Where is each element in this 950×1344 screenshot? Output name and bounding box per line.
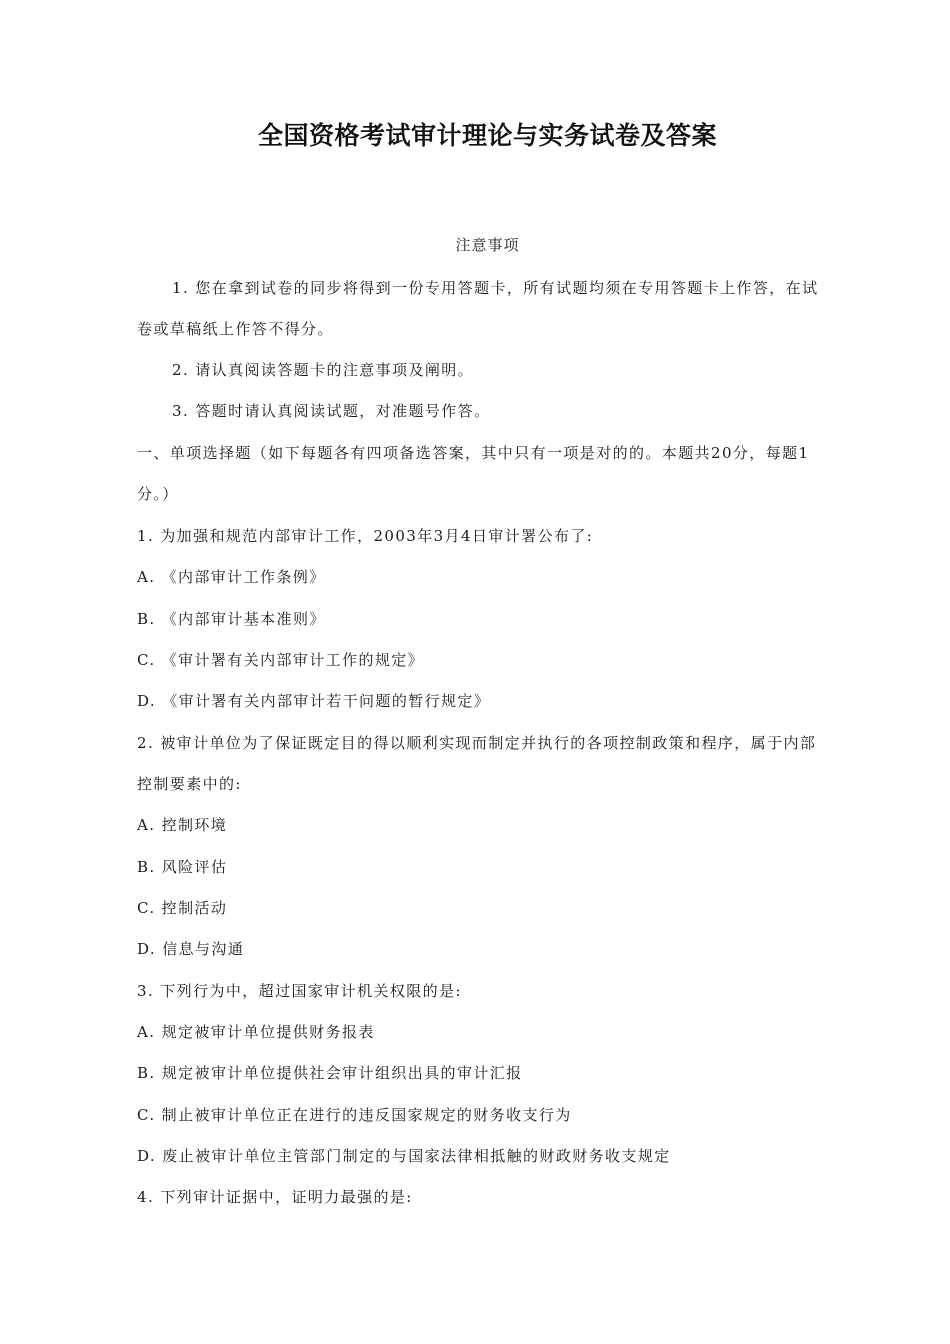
notice-item-1: 1. 您在拿到试卷的同步将得到一份专用答题卡，所有试题均须在专用答题卡上作答，在试 [172, 279, 819, 297]
question-2-option-b: B. 风险评估 [137, 858, 228, 876]
document-title: 全国资格考试审计理论与实务试卷及答案 [257, 121, 717, 150]
question-2-option-a: A. 控制环境 [137, 816, 228, 834]
question-2-option-c: C. 控制活动 [137, 899, 228, 917]
question-1-option-a: A. 《内部审计工作条例》 [137, 568, 326, 586]
question-1-option-c: C. 《审计署有关内部审计工作的规定》 [137, 651, 425, 669]
question-3-stem: 3. 下列行为中，超过国家审计机关权限的是: [137, 982, 462, 1000]
question-1-option-d: D. 《审计署有关内部审计若干问题的暂行规定》 [137, 692, 491, 710]
question-2-option-d: D. 信息与沟通 [137, 940, 245, 958]
notice-item-3: 3. 答题时请认真阅读试题，对准题号作答。 [172, 402, 491, 420]
question-1-option-b: B. 《内部审计基本准则》 [137, 610, 326, 628]
question-1-stem: 1. 为加强和规范内部审计工作，2003年3月4日审计署公布了: [137, 527, 594, 545]
question-3-option-c: C. 制止被审计单位正在进行的违反国家规定的财务收支行为 [137, 1106, 572, 1124]
question-3-option-a: A. 规定被审计单位提供财务报表 [137, 1023, 375, 1041]
notice-heading: 注意事项 [455, 236, 520, 254]
question-3-option-b: B. 规定被审计单位提供社会审计组织出具的审计汇报 [137, 1064, 523, 1082]
question-4-stem: 4. 下列审计证据中，证明力最强的是: [137, 1188, 413, 1206]
section-intro: 一、单项选择题（如下每题各有四项备选答案，其中只有一项是对的的。本题共20分，每题1 [137, 444, 810, 462]
question-2-stem-continued: 控制要素中的: [137, 775, 242, 793]
question-2-stem: 2. 被审计单位为了保证既定目的得以顺利实现而制定并执行的各项控制政策和程序，属于内部 [137, 734, 817, 752]
notice-item-2: 2. 请认真阅读答题卡的注意事项及阐明。 [172, 361, 475, 379]
question-3-option-d: D. 废止被审计单位主管部门制定的与国家法律相抵触的财政财务收支规定 [137, 1147, 671, 1165]
section-intro-continued: 分。） [137, 485, 179, 503]
notice-item-1-continued: 卷或草稿纸上作答不得分。 [137, 320, 334, 338]
